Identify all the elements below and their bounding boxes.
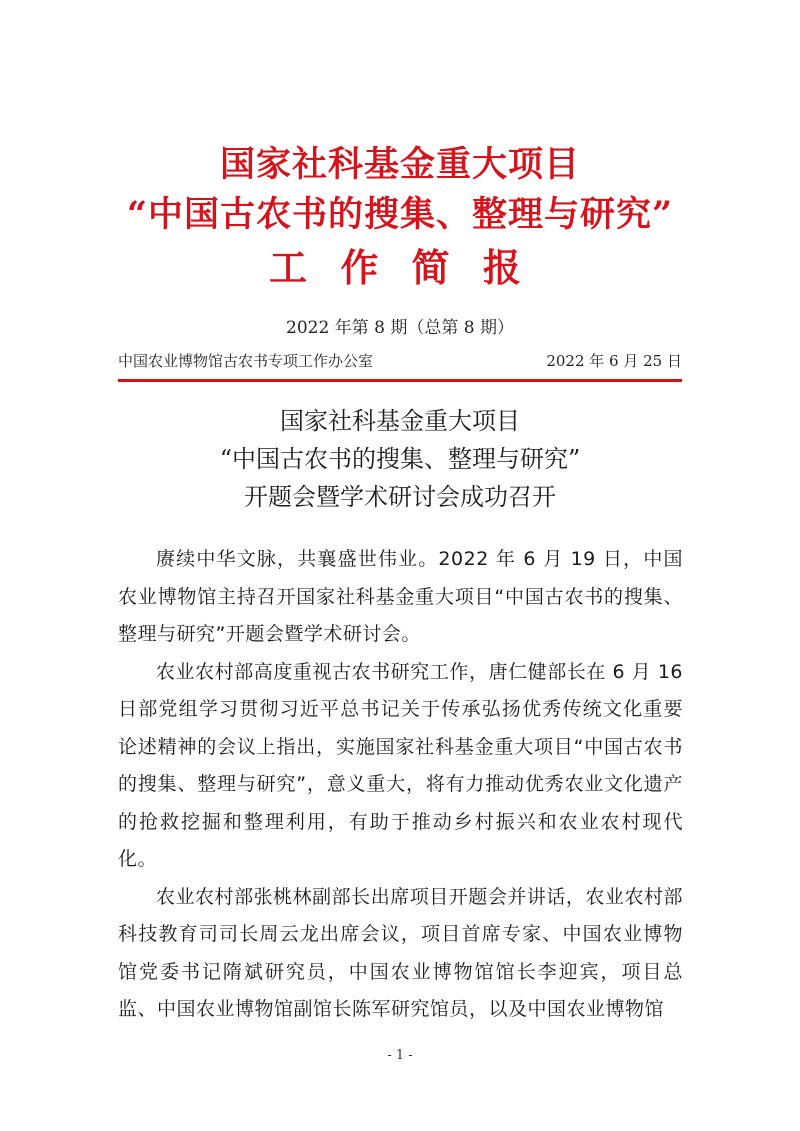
issue-date: 2022 年 6 月 25 日 — [546, 352, 682, 370]
issue-line: 2022 年第 8 期（总第 8 期） — [286, 318, 514, 338]
article-title — [0, 402, 800, 516]
red-divider — [118, 379, 682, 382]
paragraph: 赓续中华文脉，共襄盛世伟业。2022 年 6 月 19 日，中国农业博物馆主持召开国家社科基金重大项目“中国古农书的搜集、整理与研究”开题会暨学术研讨会。 — [118, 548, 683, 645]
paragraph: 农业农村部张桃林副部长出席项目开题会并讲话，农业农村部科技教育司司长周云龙出席会议，项目首席专家、中国农业博物馆党委书记隋斌研究员，中国农业博物馆馆长李迎宾，项目总监、中国农业博物馆副馆长陈军研究馆员，以及中国农业博物馆 — [118, 885, 683, 1020]
masthead-line-2: “中国古农书的搜集、整理与研究” — [126, 194, 674, 235]
article-title-line-1: 国家社科基金重大项目 — [280, 407, 520, 435]
article-title-line-3: 开题会暨学术研讨会成功召开 — [244, 483, 556, 511]
paragraph: 农业农村部高度重视古农书研究工作，唐仁健部长在 6 月 16 日部党组学习贯彻习近平总书记关于传承弘扬优秀传统文化重要论述精神的会议上指出，实施国家社科基金重大项目“中国古农书的搜集、整理与研究”，意义重大，将有力推动优秀农业文化遗产的抢救挖掘和整理利用，有助于推动乡村振兴和农业农村现代化。 — [118, 660, 683, 870]
masthead-line-1: 国家社科基金重大项目 — [219, 144, 580, 185]
masthead-line-3: 工 作 简 报 — [269, 245, 531, 290]
page-number: - 1 - — [387, 1048, 413, 1063]
article-title-line-2: “中国古农书的搜集、整理与研究” — [219, 445, 581, 473]
article-body — [118, 541, 683, 1029]
issuing-office: 中国农业博物馆古农书专项工作办公室 — [118, 352, 374, 370]
masthead — [0, 140, 800, 296]
